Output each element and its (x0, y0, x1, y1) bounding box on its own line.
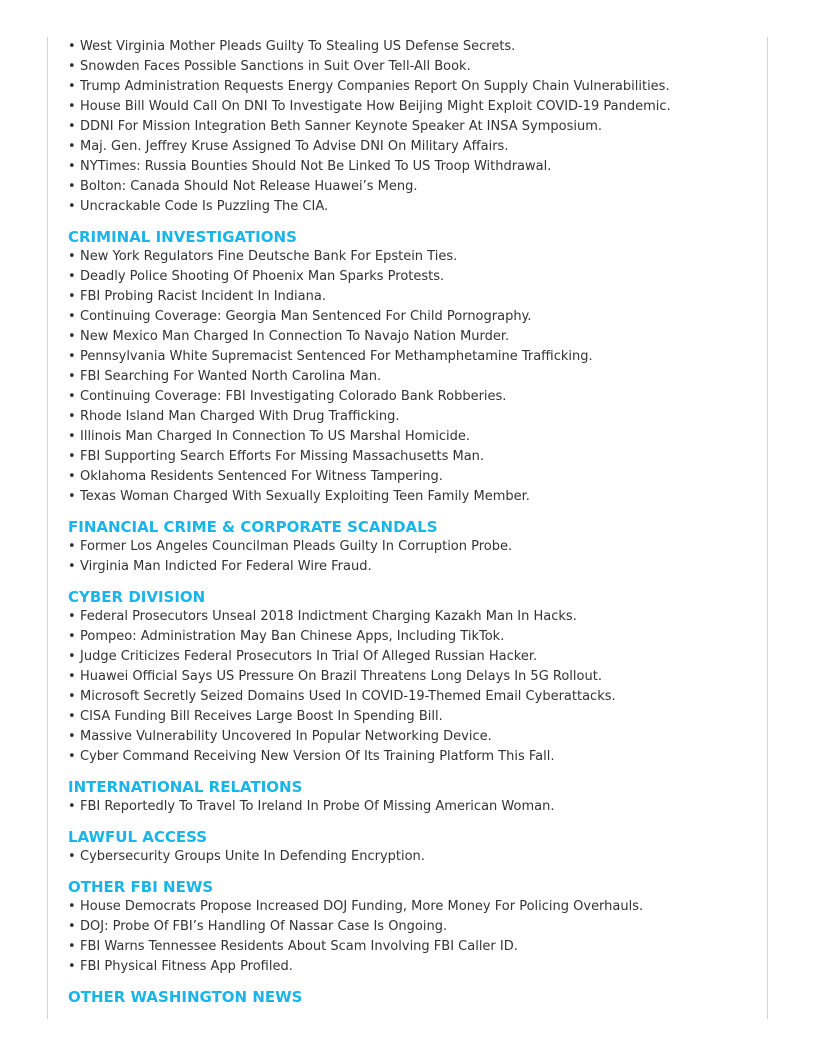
news-item[interactable]: • FBI Warns Tennessee Residents About Scam Involving FBI Caller ID. (68, 939, 518, 954)
news-item[interactable]: • Maj. Gen. Jeffrey Kruse Assigned To Advise DNI On Military Affairs. (68, 139, 509, 154)
news-item[interactable]: • FBI Reportedly To Travel To Ireland In Probe Of Missing American Woman. (68, 799, 555, 814)
news-item[interactable]: • Continuing Coverage: FBI Investigating Colorado Bank Robberies. (68, 389, 507, 404)
news-item[interactable]: • Pompeo: Administration May Ban Chinese Apps, Including TikTok. (68, 629, 505, 644)
news-item[interactable]: • Snowden Faces Possible Sanctions in Suit Over Tell-All Book. (68, 59, 471, 74)
news-item[interactable]: • House Democrats Propose Increased DOJ Funding, More Money For Policing Overhauls. (68, 899, 644, 914)
news-item[interactable]: • Rhode Island Man Charged With Drug Trafficking. (68, 409, 400, 424)
news-item[interactable]: • House Bill Would Call On DNI To Investigate How Beijing Might Exploit COVID-19 Pandemic. (68, 99, 671, 114)
news-item[interactable]: • Texas Woman Charged With Sexually Exploiting Teen Family Member. (68, 489, 530, 504)
news-item[interactable]: • FBI Physical Fitness App Profiled. (68, 959, 293, 974)
news-item[interactable]: • CISA Funding Bill Receives Large Boost In Spending Bill. (68, 709, 443, 724)
section-heading-other-fbi-news: OTHER FBI NEWS (68, 878, 214, 896)
news-item[interactable]: • Cyber Command Receiving New Version Of Its Training Platform This Fall. (68, 749, 555, 764)
news-item[interactable]: • Massive Vulnerability Uncovered In Popular Networking Device. (68, 729, 492, 744)
newsletter-content (68, 37, 758, 1007)
news-item[interactable]: • DDNI For Mission Integration Beth Sanner Keynote Speaker At INSA Symposium. (68, 119, 602, 134)
news-item[interactable]: • Oklahoma Residents Sentenced For Witness Tampering. (68, 469, 443, 484)
news-item[interactable]: • Illinois Man Charged In Connection To US Marshal Homicide. (68, 429, 470, 444)
news-item[interactable]: • Trump Administration Requests Energy Companies Report On Supply Chain Vulnerabilities. (68, 79, 670, 94)
section-heading-other-washington-news: OTHER WASHINGTON NEWS (68, 988, 303, 1006)
news-item[interactable]: • Continuing Coverage: Georgia Man Sentenced For Child Pornography. (68, 309, 532, 324)
news-item[interactable]: • FBI Supporting Search Efforts For Missing Massachusetts Man. (68, 449, 485, 464)
news-item[interactable]: • Former Los Angeles Councilman Pleads Guilty In Corruption Probe. (68, 539, 513, 554)
news-item[interactable]: • New York Regulators Fine Deutsche Bank For Epstein Ties. (68, 249, 458, 264)
news-item[interactable]: • Judge Criticizes Federal Prosecutors In Trial Of Alleged Russian Hacker. (68, 649, 538, 664)
section-heading-financial-crime: FINANCIAL CRIME & CORPORATE SCANDALS (68, 518, 438, 536)
section-heading-criminal-investigations: CRIMINAL INVESTIGATIONS (68, 228, 297, 246)
news-item[interactable]: • Pennsylvania White Supremacist Sentenced For Methamphetamine Trafficking. (68, 349, 593, 364)
news-item[interactable]: • Uncrackable Code Is Puzzling The CIA. (68, 199, 329, 214)
section-heading-international-relations: INTERNATIONAL RELATIONS (68, 778, 303, 796)
news-item[interactable]: • Federal Prosecutors Unseal 2018 Indictment Charging Kazakh Man In Hacks. (68, 609, 577, 624)
news-item[interactable]: • West Virginia Mother Pleads Guilty To Stealing US Defense Secrets. (68, 39, 516, 54)
news-item[interactable]: • New Mexico Man Charged In Connection To Navajo Nation Murder. (68, 329, 510, 344)
section-heading-cyber-division: CYBER DIVISION (68, 588, 206, 606)
news-item[interactable]: • DOJ: Probe Of FBI’s Handling Of Nassar Case Is Ongoing. (68, 919, 448, 934)
news-item[interactable]: • Deadly Police Shooting Of Phoenix Man Sparks Protests. (68, 269, 445, 284)
news-item[interactable]: • Cybersecurity Groups Unite In Defending Encryption. (68, 849, 425, 864)
news-item[interactable]: • NYTimes: Russia Bounties Should Not Be Linked To US Troop Withdrawal. (68, 159, 552, 174)
news-item[interactable]: • FBI Probing Racist Incident In Indiana. (68, 289, 326, 304)
news-item[interactable]: • FBI Searching For Wanted North Carolina Man. (68, 369, 382, 384)
section-heading-lawful-access: LAWFUL ACCESS (68, 828, 208, 846)
news-item[interactable]: • Huawei Official Says US Pressure On Brazil Threatens Long Delays In 5G Rollout. (68, 669, 602, 684)
news-item[interactable]: • Bolton: Canada Should Not Release Huawei’s Meng. (68, 179, 418, 194)
news-item[interactable]: • Microsoft Secretly Seized Domains Used In COVID-19-Themed Email Cyberattacks. (68, 689, 616, 704)
news-item[interactable]: • Virginia Man Indicted For Federal Wire Fraud. (68, 559, 372, 574)
